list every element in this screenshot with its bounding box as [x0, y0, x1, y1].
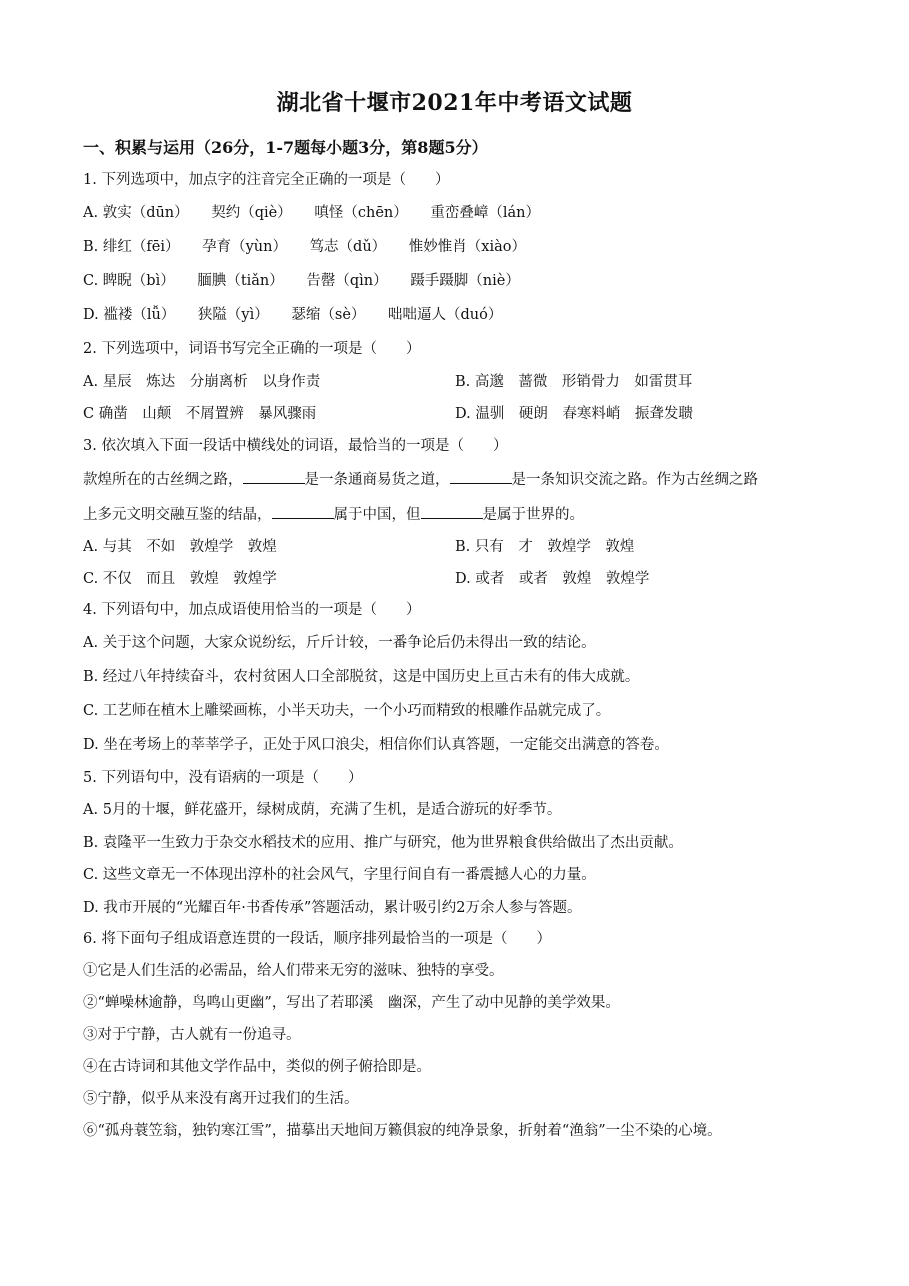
question-4-option-a: A. 关于这个问题，大家众说纷纭，斤斤计较，一番争论后仍未得出一致的结论。: [83, 635, 596, 651]
question-6-sentence-6: ⑥“孤舟蓑笠翁，独钓寒江雪”，描摹出天地间万籁俱寂的纯净景象，折射着“渔翁”一尘不染的心境。: [83, 1123, 722, 1139]
question-5-option-a: A. 5月的十堰，鲜花盛开，绿树成荫，充满了生机，是适合游玩的好季节。: [83, 802, 562, 818]
page-title: 湖北省十堰市2021年中考语文试题: [276, 90, 633, 116]
q1-c-2: 腼腆（tiǎn）: [197, 273, 284, 289]
fill-blank: [421, 504, 483, 519]
question-3-option-a: A. 与其 不如 敦煌学 敦煌: [83, 539, 277, 555]
q1-b-2: 孕育（yùn）: [202, 239, 287, 255]
question-6-sentence-2: ②“蝉噪林逾静，鸟鸣山更幽”，写出了若耶溪 幽深，产生了动中见静的美学效果。: [83, 995, 620, 1011]
q1-b-1: B. 绯红（fēi）: [83, 239, 180, 255]
question-6-sentence-3: ③对于宁静，古人就有一份追寻。: [83, 1027, 301, 1043]
question-1-option-b: [83, 237, 526, 257]
question-4-stem: 4. 下列语句中，加点成语使用恰当的一项是（ ）: [83, 602, 421, 618]
question-5-option-d: D. 我市开展的“光耀百年·书香传承”答题活动，累计吸引约2万余人参与答题。: [83, 900, 582, 916]
question-3-passage-line-1: [83, 469, 758, 490]
question-3-option-d: D. 或者 或者 敦煌 敦煌学: [455, 571, 650, 587]
question-2-stem: 2. 下列选项中，词语书写完全正确的一项是（ ）: [83, 341, 421, 357]
q1-d-1: D. 褴褛（lǚ）: [83, 307, 176, 323]
q1-c-4: 蹑手蹑脚（niè）: [410, 273, 520, 289]
q1-b-3: 笃志（dǔ）: [309, 239, 387, 255]
fill-blank: [450, 469, 512, 484]
question-2-option-b: B. 高邈 蔷微 形销骨力 如雷贯耳: [455, 374, 693, 390]
question-6-sentence-1: ①它是人们生活的必需品，给人们带来无穷的滋味、独特的享受。: [83, 963, 504, 979]
q1-a-4: 重峦叠嶂（lán）: [430, 205, 541, 221]
question-3-option-c: C. 不仅 而且 敦煌 敦煌学: [83, 571, 277, 587]
question-1-option-d: [83, 305, 502, 325]
question-6-sentence-5: ⑤宁静，似乎从来没有离开过我们的生活。: [83, 1091, 359, 1107]
q1-c-1: C. 睥睨（bì）: [83, 273, 175, 289]
fill-blank: [272, 504, 334, 519]
q3-p2-part-a: 上多元文明交融互鉴的结晶，: [83, 507, 272, 523]
question-3-passage-line-2: [83, 504, 584, 525]
q1-a-2: 契约（qiè）: [211, 205, 292, 221]
question-6-sentence-4: ④在古诗词和其他文学作品中，类似的例子俯拾即是。: [83, 1059, 431, 1075]
section-heading: 一、积累与运用（26分，1-7题每小题3分，第8题5分）: [83, 138, 488, 157]
q3-p1-part-c: 是一条知识交流之路。作为古丝绸之路: [511, 472, 758, 488]
q3-p1-part-b: 是一条通商易货之道，: [304, 472, 450, 488]
q3-p1-part-a: 款煌所在的古丝绸之路，: [83, 472, 243, 488]
q1-a-3: 嗔怪（chēn）: [314, 205, 408, 221]
q1-b-4: 惟妙惟肖（xiào）: [408, 239, 526, 255]
question-1-option-c: [83, 271, 520, 291]
question-4-option-b: B. 经过八年持续奋斗，农村贫困人口全部脱贫，这是中国历史上亘古未有的伟大成就。: [83, 669, 640, 685]
question-5-stem: 5. 下列语句中，没有语病的一项是（ ）: [83, 770, 363, 786]
q1-a-1: A. 敦实（dūn）: [83, 205, 189, 221]
question-2-option-d: D. 温驯 硬朗 春寒料峭 振聋发聩: [455, 406, 693, 422]
question-1-option-a: [83, 203, 540, 223]
q1-d-4: 咄咄逼人（duó）: [388, 307, 503, 323]
question-5-option-c: C. 这些文章无一不体现出淳朴的社会风气，字里行间自有一番震撼人心的力量。: [83, 867, 596, 883]
question-4-option-d: D. 坐在考场上的莘莘学子，正处于风口浪尖，相信你们认真答题，一定能交出满意的答卷。: [83, 737, 669, 753]
fill-blank: [243, 469, 305, 484]
question-6-stem: 6. 将下面句子组成语意连贯的一段话，顺序排列最恰当的一项是（ ）: [83, 931, 551, 947]
question-1-stem: 1. 下列选项中，加点字的注音完全正确的一项是（ ）: [83, 172, 450, 188]
question-4-option-c: C. 工艺师在植木上雕梁画栋，小半天功夫，一个小巧而精致的根雕作品就完成了。: [83, 703, 611, 719]
q1-d-3: 瑟缩（sè）: [291, 307, 366, 323]
question-2-option-c: C 确凿 山颠 不屑置辨 暴风骤雨: [83, 406, 317, 422]
q1-d-2: 狭隘（yì）: [197, 307, 269, 323]
q1-c-3: 告罄（qìn）: [306, 273, 388, 289]
question-5-option-b: B. 袁隆平一生致力于杂交水稻技术的应用、推广与研究，他为世界粮食供给做出了杰出贡献。: [83, 835, 683, 851]
question-3-stem: 3. 依次填入下面一段话中横线处的词语，最恰当的一项是（ ）: [83, 438, 508, 454]
q3-p2-part-b: 属于中国，但: [333, 507, 421, 523]
question-2-option-a: A. 星辰 炼达 分崩离析 以身作责: [83, 374, 321, 390]
question-3-option-b: B. 只有 才 敦煌学 敦煌: [455, 539, 635, 555]
q3-p2-part-c: 是属于世界的。: [482, 507, 584, 523]
